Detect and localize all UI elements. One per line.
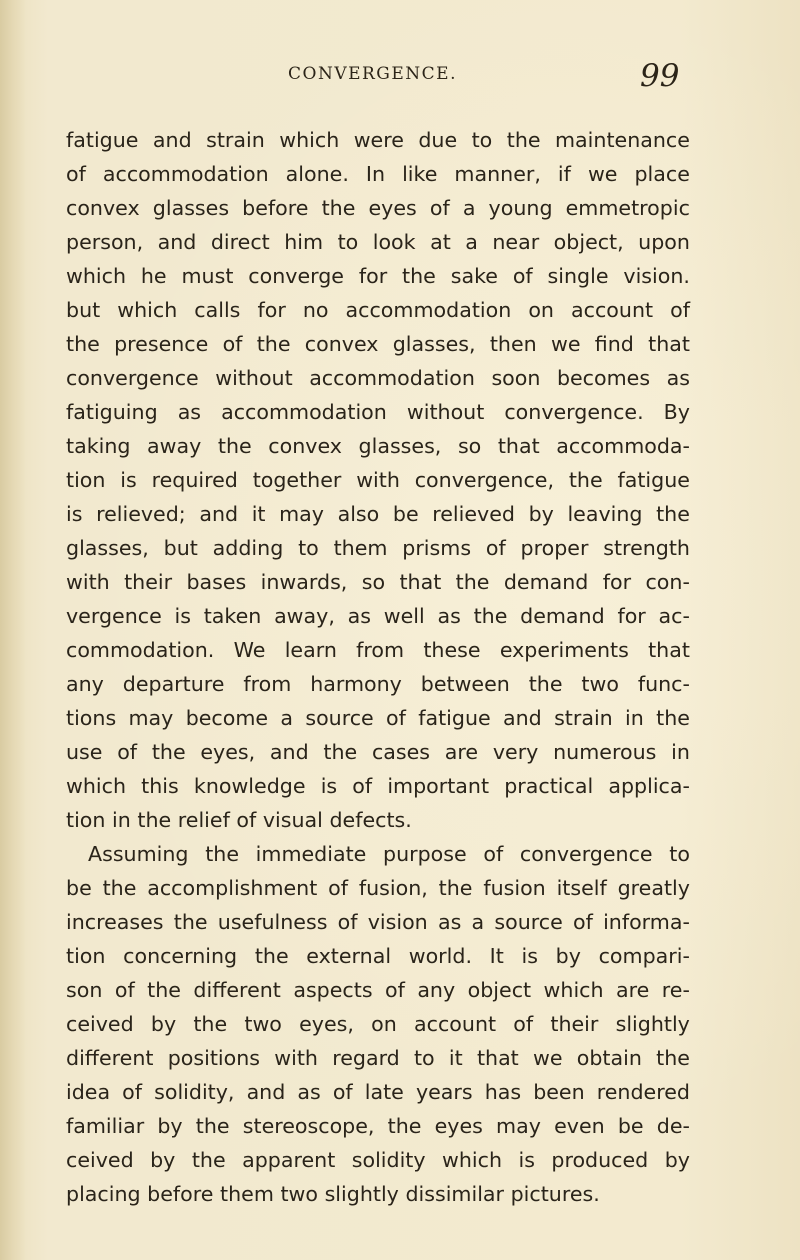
text-line: son of the different aspects of any object which are re- [66,978,690,1002]
text-line: placing before them two slightly dissimilar pictures. [66,1182,600,1206]
text-line: idea of solidity, and as of late years has been rendered [66,1080,690,1104]
text-line: ceived by the two eyes, on account of their slightly [66,1012,690,1036]
text-line: which he must converge for the sake of single vision. [66,264,690,288]
text-line: but which calls for no accommodation on account of [66,298,690,322]
text-line: any departure from harmony between the two func- [66,672,690,696]
text-line: is relieved; and it may also be relieved by leaving the [66,502,690,526]
text-line: fatiguing as accommodation without convergence. By [66,400,690,424]
text-line: tion concerning the external world. It is by compari- [66,944,690,968]
text-line: Assuming the immediate purpose of convergence to [88,842,690,866]
text-line: convex glasses before the eyes of a young emmetropic [66,196,690,220]
text-line: which this knowledge is of important practical applica- [66,774,690,798]
text-line: different positions with regard to it that we obtain the [66,1046,690,1070]
text-line: ceived by the apparent solidity which is produced by [66,1148,690,1172]
text-line: be the accomplishment of fusion, the fusion itself greatly [66,876,690,900]
text-line: of accommodation alone. In like manner, if we place [66,162,690,186]
text-line: convergence without accommodation soon becomes as [66,366,690,390]
text-line: the presence of the convex glasses, then we find that [66,332,690,356]
text-line: taking away the convex glasses, so that accommoda- [66,434,690,458]
text-line: with their bases inwards, so that the demand for con- [66,570,690,594]
page-header [0,58,800,98]
text-line: commodation. We learn from these experiments that [66,638,690,662]
text-line: glasses, but adding to them prisms of proper strength [66,536,690,560]
body-text [66,127,690,1215]
text-line: tions may become a source of fatigue and strain in the [66,706,690,730]
running-head: CONVERGENCE. [288,64,457,84]
page-gutter-shadow [0,0,26,1260]
text-line: fatigue and strain which were due to the maintenance [66,128,690,152]
text-line: vergence is taken away, as well as the demand for ac- [66,604,690,628]
text-line: person, and direct him to look at a near object, upon [66,230,690,254]
page-number: 99 [640,58,680,94]
text-line: tion in the relief of visual defects. [66,808,412,832]
text-line: increases the usefulness of vision as a source of informa- [66,910,690,934]
text-line: use of the eyes, and the cases are very numerous in [66,740,690,764]
text-line: tion is required together with convergence, the fatigue [66,468,690,492]
text-line: familiar by the stereoscope, the eyes may even be de- [66,1114,690,1138]
